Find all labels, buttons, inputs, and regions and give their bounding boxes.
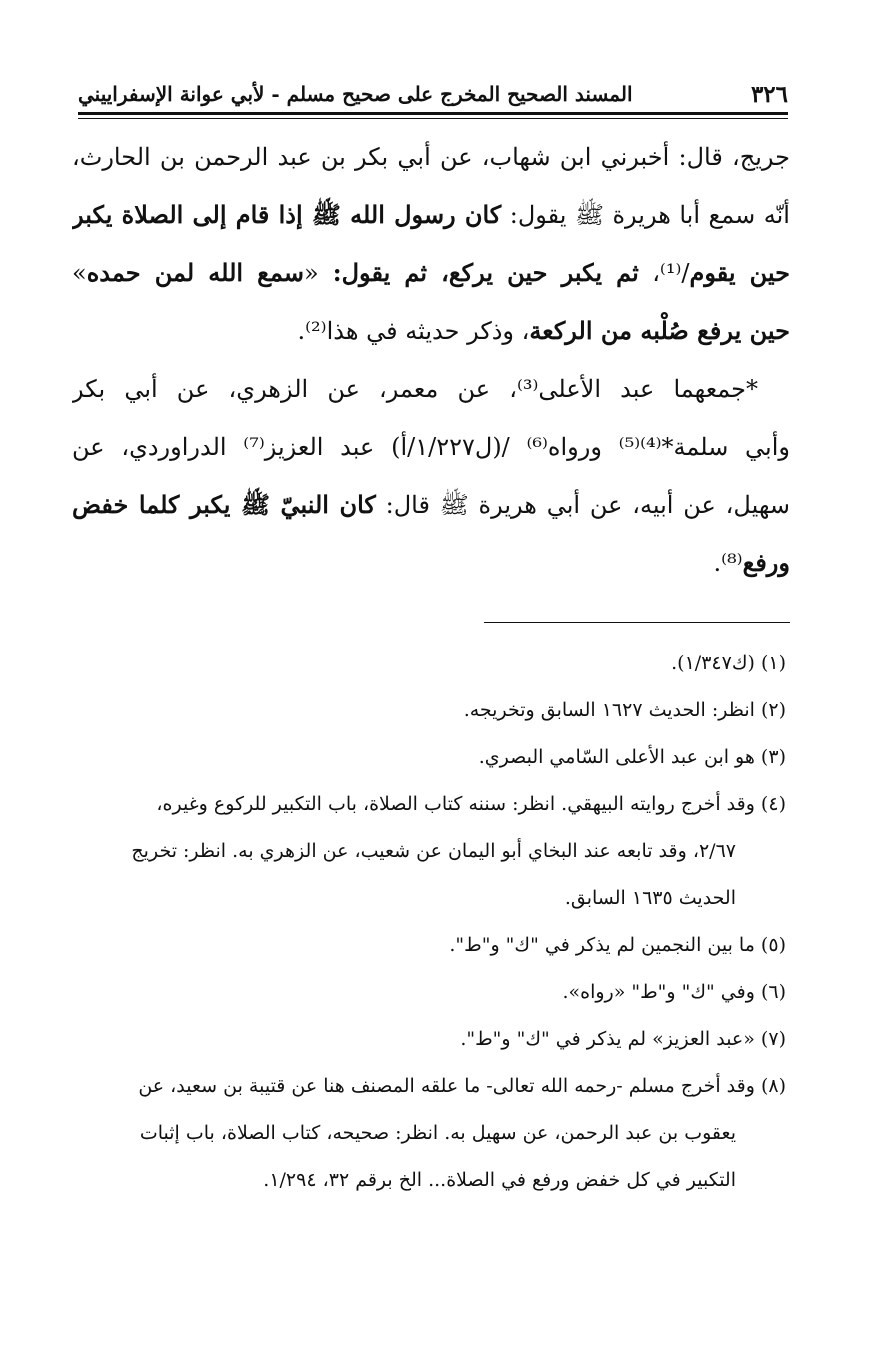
footnote-line: ٢/٦٧، وقد تابعه عند البخاي أبو اليمان عن شعيب، عن الزهري به. انظر: تخريج bbox=[131, 840, 736, 862]
footnotes bbox=[76, 640, 786, 1204]
footnote-line: الحديث ١٦٣٥ السابق. bbox=[564, 887, 736, 909]
footnote bbox=[76, 734, 786, 781]
text-run: ، وذكر حديثه في هذا⁽²⁾. bbox=[297, 317, 530, 345]
footnote bbox=[76, 1063, 786, 1204]
text-run: ⁽⁸⁾. bbox=[713, 549, 743, 577]
footnote-line: يعقوب بن عبد الرحمن، عن سهيل به. انظر: صحيحه، كتاب الصلاة، باب إثبات bbox=[139, 1122, 736, 1144]
bold-text: كان رسول الله ﷺ إذا قام إلى الصلاة يكبر bbox=[72, 200, 502, 229]
footnote-line: (٤) وقد أخرج روايته البيهقي. انظر: سننه كتاب الصلاة، باب التكبير للركوع وغيره، bbox=[156, 793, 786, 815]
bold-text: ورفع bbox=[742, 548, 790, 577]
footnote-line: (٥) ما بين النجمين لم يذكر في "ك" و"ط". bbox=[449, 934, 786, 956]
bold-text: سمع الله لمن حمده bbox=[86, 258, 304, 287]
text-run: أنّه سمع أبا هريرة ﷺ يقول: bbox=[501, 201, 790, 229]
body-line bbox=[72, 186, 790, 244]
running-title: المسند الصحيح المخرج على صحيح مسلم - لأبي عوانة الإسفراييني bbox=[78, 82, 633, 106]
header-rule-thin bbox=[78, 118, 788, 119]
text-run: وأبي سلمة*⁽⁴⁾⁽⁵⁾ ورواه⁽⁶⁾ /(ل١/٢٢٧/أ) عبد العزيز⁽⁷⁾ الدراوردي، عن bbox=[72, 433, 790, 461]
footnote-divider bbox=[484, 622, 790, 623]
text-run: سهيل، عن أبيه، عن أبي هريرة ﷺ قال: bbox=[375, 491, 790, 519]
footnote bbox=[76, 781, 786, 922]
footnote bbox=[76, 1016, 786, 1063]
page-number: ٣٢٦ bbox=[750, 80, 788, 108]
main-text bbox=[72, 128, 790, 592]
footnote bbox=[76, 969, 786, 1016]
bold-text: ثم يكبر حين يركع، ثم يقول: bbox=[318, 258, 639, 287]
footnote-line: (٨) وقد أخرج مسلم -رحمه الله تعالى- ما علقه المصنف هنا عن قتيبة بن سعيد، عن bbox=[138, 1075, 786, 1097]
footnote bbox=[76, 640, 786, 687]
bold-text: حين يرفع صُلْبه من الركعة bbox=[529, 316, 790, 345]
body-line bbox=[72, 128, 790, 186]
footnote bbox=[76, 922, 786, 969]
text-run: /⁽¹⁾، bbox=[638, 259, 690, 287]
body-line bbox=[72, 302, 790, 360]
text-run: جريج، قال: أخبرني ابن شهاب، عن أبي بكر بن عبد الرحمن بن الحارث، bbox=[72, 143, 790, 171]
body-line bbox=[72, 418, 790, 476]
footnote-line: (٦) وفي "ك" و"ط" «رواه». bbox=[562, 981, 786, 1003]
body-line bbox=[72, 476, 790, 534]
body-line bbox=[72, 534, 790, 592]
text-run: *جمعهما عبد الأعلى⁽³⁾، عن معمر، عن الزهري، عن أبي بكر bbox=[72, 375, 758, 403]
bold-text: حين يقوم bbox=[689, 258, 790, 287]
footnote-line: (١) (ك١/٣٤٧). bbox=[671, 652, 786, 674]
page-header bbox=[78, 78, 788, 110]
footnote-line: (٣) هو ابن عبد الأعلى السّامي البصري. bbox=[478, 746, 786, 768]
text-run: » bbox=[72, 259, 87, 287]
header-rule-thick bbox=[78, 112, 788, 115]
body-line bbox=[72, 360, 790, 418]
text-run: « bbox=[303, 259, 319, 287]
footnote-line: التكبير في كل خفض ورفع في الصلاة... الخ برقم ٣٢، ١/٢٩٤. bbox=[263, 1169, 736, 1191]
footnote-line: (٧) «عبد العزيز» لم يذكر في "ك" و"ط". bbox=[460, 1028, 786, 1050]
bold-text: كان النبيّ ﷺ يكبر كلما خفض bbox=[72, 490, 376, 519]
footnote bbox=[76, 687, 786, 734]
footnote-line: (٢) انظر: الحديث ١٦٢٧ السابق وتخريجه. bbox=[463, 699, 786, 721]
body-line bbox=[72, 244, 790, 302]
